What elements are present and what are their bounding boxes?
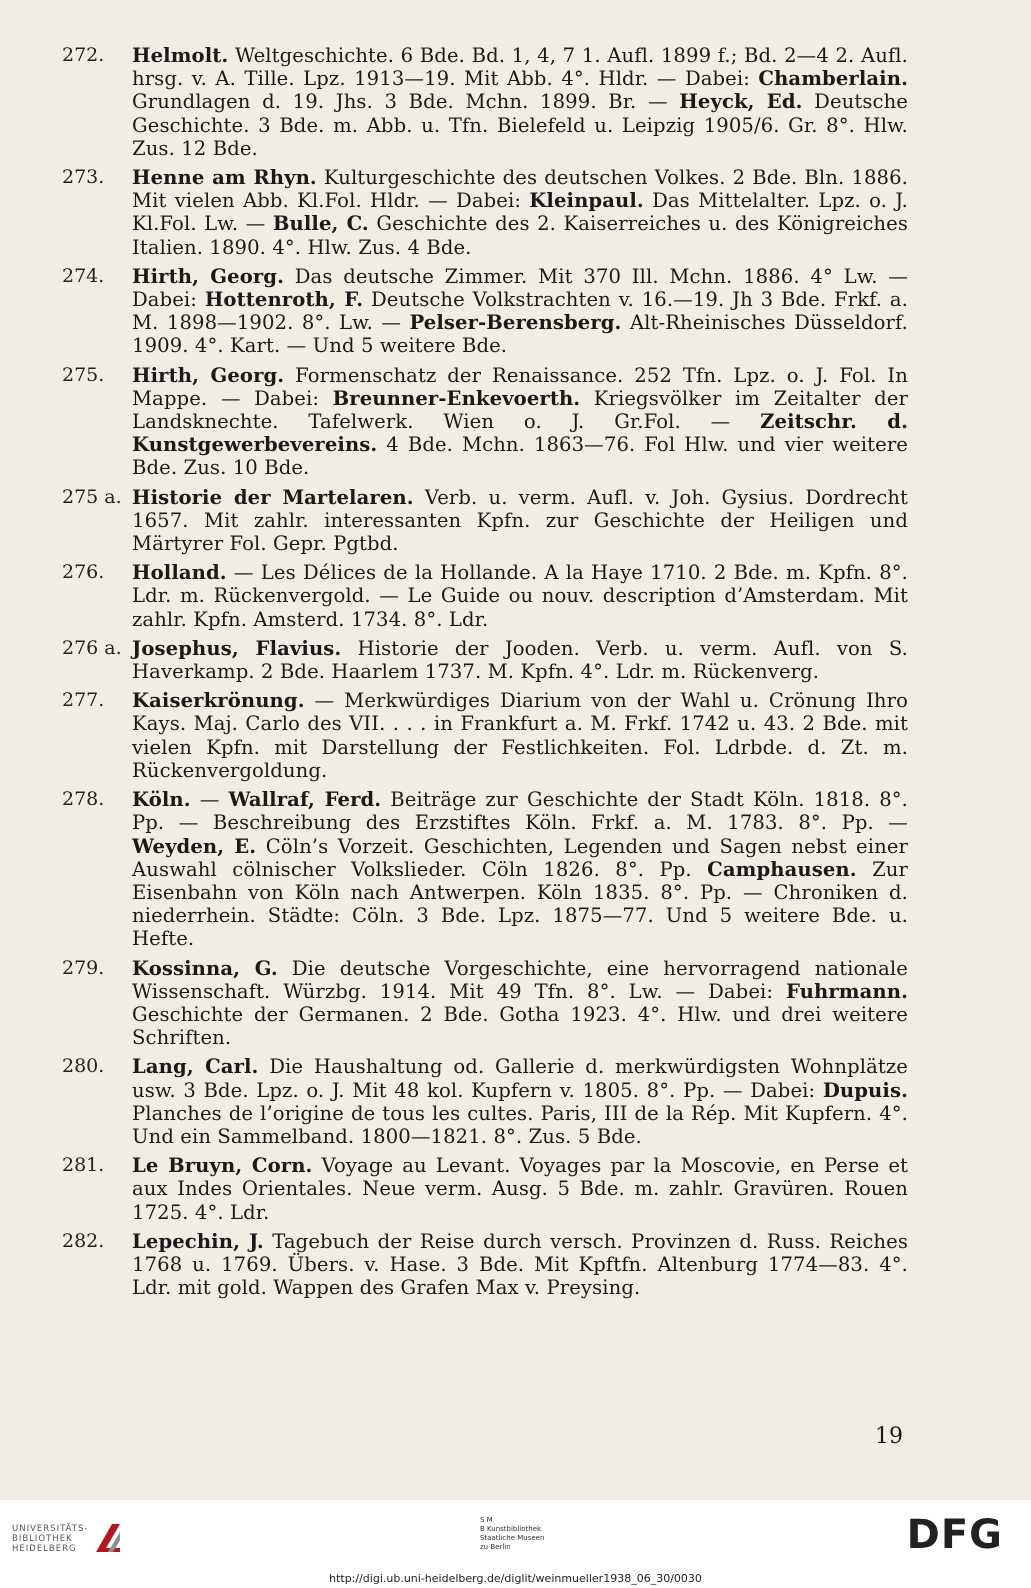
entry-number: 275. [62,363,105,386]
entry-number: 273. [62,166,105,189]
catalog-entry [62,957,908,1050]
entry-text [132,561,908,631]
entry-text [132,689,908,782]
entry-description: Geschichte der Germanen. 2 Bde. Gotha 1923. 4°. Hlw. und drei weitere Schriften. [132,1002,908,1050]
entry-author: Pelser-Berensberg. [409,311,622,335]
entry-description: Zur Eisenbahn von Köln nach Antwerpen. Köln 1835. 8°. Pp. — Chroniken d. niederrhein. Städte: Cöln. 3 Bde. Lpz. 1875—77. Und 5 weitere Bde. u. Hefte. [132,857,908,951]
entry-text [132,166,908,259]
entry-author: Chamberlain. [758,67,908,91]
entry-text [132,364,908,480]
entry-description: Tagebuch der Reise durch versch. Provinzen d. Russ. Reiches 1768 u. 1769. Übers. v. Hase. 3 Bde. Mit Kpftfn. Altenburg 1774—83. 4°. Ldr. mit gold. Wappen des Grafen Max v. Preysing. [132,1229,908,1300]
entry-author: Hottenroth, F. [204,288,364,312]
entry-author: Lang, Carl. [132,1055,259,1079]
entry-number: 274. [62,264,105,287]
university-library-label: UNIVERSITÄTS- BIBLIOTHEK HEIDELBERG [12,1524,89,1554]
entry-number: 278. [62,788,105,811]
entry-number: 279. [62,956,105,979]
entry-number: 276. [62,561,105,584]
entry-text [132,265,908,358]
catalog-entry [62,689,908,782]
university-logo-icon [90,1520,126,1556]
entry-description: Die Haushaltung od. Gallerie d. merkwürdigsten Wohnplätze usw. 3 Bde. Lpz. o. J. Mit 48 kol. Kupfern v. 1805. 8°. Pp. — Dabei: [132,1055,908,1102]
entry-text [132,1230,908,1300]
dfg-logo: DFG [906,1512,1003,1558]
entry-author: Bulle, C. [272,212,369,236]
footer-bar [0,1500,1031,1588]
entry-description: Kulturgeschichte des deutschen Volkes. 2 Bde. Bln. 1886. Mit vielen Abb. Kl.Fol. Hldr. — Dabei: [132,166,908,213]
entry-text [132,1055,908,1148]
entry-author: Zeitschr. d. Kunstgewerbevereins. [132,410,909,457]
entry-description: — Merkwürdiges Diarium von der Wahl u. Crönung Ihro Kays. Maj. Carlo des VII. . . . in Frankfurt a. M. Frkf. 1742 u. 43. 2 Bde. mit vielen Kpfn. mit Darstellung der Festlichkeiten. Fol. Ldrbde. d. Zt. m. Rückenvergoldung. [132,689,908,782]
entry-description: — [190,788,229,812]
entry-text [132,637,908,683]
catalog-entry [62,788,908,950]
entry-description: Verb. u. verm. Aufl. v. Joh. Gysius. Dordrecht 1657. Mit zahlr. interessanten Kpfn. zur Geschichte der Heiligen und Märtyrer Fol. Gepr. Pgtbd. [132,485,909,556]
entry-number: 280. [62,1055,105,1078]
entry-number: 275 a. [62,485,122,508]
catalog-entry [62,1055,908,1148]
entry-number: 272. [62,44,105,66]
entry-description: Alt-Rheinisches Düsseldorf. 1909. 4°. Kart. — Und 5 weitere Bde. [132,311,908,358]
entry-text [132,788,908,950]
catalog-entry [62,1154,908,1224]
entry-author: Hirth, Georg. [132,363,285,387]
catalog-entry [62,486,908,556]
entry-description: Weltgeschichte. 6 Bde. Bd. 1, 4, 7 1. Aufl. 1899 f.; Bd. 2—4 2. Aufl. hrsg. v. A. Tille. Lpz. 1913—19. Mit Abb. 4°. Hldr. — Dabei: [132,44,908,91]
entry-text [132,1154,908,1224]
kunstbibliothek-logo: S M B Kunstbibliothek Staatliche Museen zu Berlin [480,1516,545,1551]
entry-description: Kriegsvölker im Zeitalter der Landsknechte. Tafelwerk. Wien o. J. Gr.Fol. — [132,386,908,434]
entry-text [132,486,908,556]
entry-author: Heyck, Ed. [679,90,803,114]
entry-description: Planches de l’origine de tous les cultes. Paris, III de la Rép. Mit Kupfern. 4°. Und ein Sammelband. 1800—1821. 8°. Zus. 5 Bde. [132,1101,908,1148]
entry-author: Dupuis. [822,1078,908,1102]
source-url[interactable]: http://digi.ub.uni-heidelberg.de/diglit/weinmueller1938_06_30/0030 [329,1572,702,1585]
entry-description: Deutsche Volkstrachten v. 16.—19. Jh 3 Bde. Frkf. a. M. 1898—1902. 8°. Lw. — [132,288,908,335]
entry-author: Kossinna, G. [132,956,278,980]
entry-description: — Les Délices de la Hollande. A la Haye 1710. 2 Bde. m. Kpfn. 8°. Ldr. m. Rückenvergold. — Le Guide ou nouv. description d’Amsterdam. Mit zahlr. Kpfn. Amsterd. 1734. 8°. Ldr. [132,561,908,631]
entry-description: Das Mittelalter. Lpz. o. J. Kl.Fol. Lw. — [132,189,908,236]
entry-author: Historie der Martelaren. [132,485,414,509]
entry-author: Kleinpaul. [529,189,644,213]
catalog-entry [62,166,908,259]
entry-description: Das deutsche Zimmer. Mit 370 Ill. Mchn. 1886. 4° Lw. — Dabei: [132,264,908,312]
entry-author: Le Bruyn, Corn. [132,1154,313,1178]
entry-author: Kaiserkrönung. [132,689,305,713]
entry-description: Beiträge zur Geschichte der Stadt Köln. 1818. 8°. Pp. — Beschreibung des Erzstiftes Köln. Frkf. a. M. 1783. 8°. Pp. — [132,788,908,835]
page-number: 19 [875,1424,903,1449]
entry-text [132,957,908,1050]
entry-author: Lepechin, J. [132,1229,264,1253]
entry-number: 276 a. [62,636,122,659]
entry-description: 4 Bde. Mchn. 1863—76. Fol Hlw. und vier weitere Bde. Zus. 10 Bde. [132,433,908,480]
entry-author: Helmolt. [132,44,229,67]
entry-author: Henne am Rhyn. [132,166,317,190]
entry-number: 282. [62,1229,105,1252]
catalog-entry [62,637,908,683]
catalog-entry [62,1230,908,1300]
entry-text [132,44,908,160]
entry-author: Camphausen. [707,857,857,881]
entry-number: 281. [62,1154,105,1177]
catalog-entry [62,561,908,631]
entry-author: Josephus, Flavius. [132,636,342,660]
entry-description: Cöln’s Vorzeit. Geschichten, Legenden und Sagen nebst einer Auswahl cölnischer Volkslieder. Cöln 1826. 8°. Pp. [132,834,908,881]
entry-description: Grundlagen d. 19. Jhs. 3 Bde. Mchn. 1899. Br. — [132,90,680,114]
entry-author: Holland. [132,561,227,585]
entry-description: Die deutsche Vorgeschichte, eine hervorragend nationale Wissenschaft. Würzbg. 1914. Mit 49 Tfn. 8°. Lw. — Dabei: [132,956,908,1003]
catalog-entry [62,265,908,358]
entry-author: Köln. [132,788,191,812]
entry-author: Wallraf, Ferd. [228,788,382,812]
catalog-entry [62,364,908,480]
entry-author: Hirth, Georg. [132,264,285,288]
catalog-entries [62,44,908,1305]
entry-description: Historie der Jooden. Verb. u. verm. Aufl. von S. Haverkamp. 2 Bde. Haarlem 1737. M. Kpfn. 4°. Ldr. m. Rückenverg. [132,636,908,684]
entry-author: Breunner-Enkevoerth. [332,386,581,410]
entry-description: Deutsche Geschichte. 3 Bde. m. Abb. u. Tfn. Bielefeld u. Leipzig 1905/6. Gr. 8°. Hlw. Zus. 12 Bde. [132,90,908,160]
entry-author: Weyden, E. [132,834,257,858]
entry-description: Voyage au Levant. Voyages par la Moscovie, en Perse et aux Indes Orientales. Neue verm. Ausg. 5 Bde. m. zahlr. Gravüren. Rouen 1725. 4°. Ldr. [132,1154,908,1224]
entry-number: 277. [62,689,105,712]
entry-description: Geschichte des 2. Kaiserreiches u. des Königreiches Italien. 1890. 4°. Hlw. Zus. 4 Bde. [132,212,908,259]
catalog-entry [62,44,908,160]
entry-description: Formenschatz der Renaissance. 252 Tfn. Lpz. o. J. Fol. In Mappe. — Dabei: [132,363,908,410]
entry-author: Fuhrmann. [785,979,908,1003]
